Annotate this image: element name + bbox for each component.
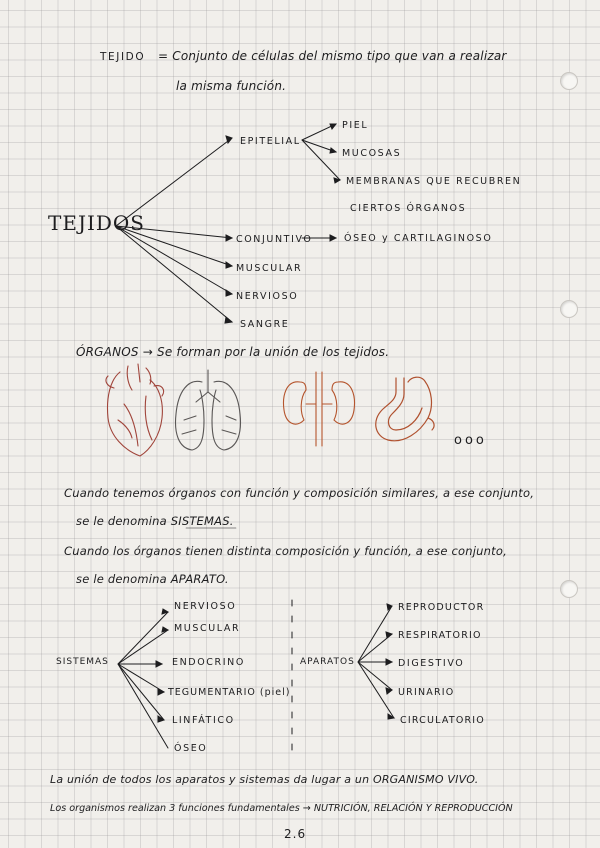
system-item: TEGUMENTARIO (piel) — [168, 687, 291, 698]
arrow-to-tegumentario — [118, 664, 164, 692]
arrow-to-muscular-sys — [118, 630, 168, 664]
definition-line-1: = Conjunto de células del mismo tipo que van a realizar — [158, 49, 507, 63]
tissue-piel: PIEL — [342, 120, 369, 131]
system-item: ENDOCRINO — [172, 657, 245, 668]
arrow-head — [226, 262, 232, 268]
arrow-to-membranas — [302, 140, 340, 180]
arrow-head — [156, 661, 162, 667]
apparatus-item: URINARIO — [398, 687, 455, 698]
arrow-to-oseo-sys — [118, 664, 168, 748]
page-number: 2.6 — [284, 827, 307, 841]
arrow-to-linfatico — [118, 664, 164, 720]
definition-term: TEJIDO — [100, 51, 146, 63]
tissue-mucosas: MUCOSAS — [342, 148, 402, 159]
apparatus-item: CIRCULATORIO — [400, 715, 485, 726]
apparatus-item: RESPIRATORIO — [398, 630, 482, 641]
footer-line-1: La unión de todos los aparatos y sistemas da lugar a un ORGANISMO VIVO. — [50, 773, 479, 786]
arrow-to-sangre — [116, 226, 232, 322]
arrow-head — [330, 124, 336, 129]
tissue-epitelial: EPITELIAL — [240, 136, 301, 147]
tissue-sangre: SANGRE — [240, 319, 290, 330]
apparatus-definition-line-2: se le denomina APARATO. — [76, 572, 229, 586]
arrow-head — [225, 317, 232, 323]
apparatus-root: APARATOS — [300, 657, 355, 667]
stomach-icon — [376, 377, 434, 441]
arrow-to-urinario — [358, 662, 392, 690]
tissue-membranas-line-1: MEMBRANAS QUE RECUBREN — [346, 176, 522, 187]
system-item: NERVIOSO — [174, 601, 237, 612]
arrow-head — [226, 235, 232, 241]
organs-ellipsis: ooo — [454, 433, 487, 448]
system-item: MUSCULAR — [174, 623, 241, 634]
arrow-head — [386, 659, 392, 665]
definition-line-2: la misma función. — [176, 79, 287, 93]
systems-root: SISTEMAS — [56, 657, 109, 667]
tissue-muscular: MUSCULAR — [236, 263, 303, 274]
tissues-root: TEJIDOS — [48, 211, 145, 235]
systems-definition-line-2: se le denomina SISTEMAS. — [76, 514, 234, 528]
arrow-to-nervioso-sys — [118, 612, 168, 664]
tissue-conjuntivo: CONJUNTIVO — [236, 234, 313, 245]
apparatus-item: DIGESTIVO — [398, 658, 465, 669]
arrow-head — [330, 148, 336, 153]
arrow-head — [387, 604, 392, 610]
system-item: LINFÁTICO — [172, 715, 235, 726]
systems-definition-line-1: Cuando tenemos órganos con función y composición similares, a ese conjunto, — [64, 486, 535, 500]
system-item: ÓSEO — [174, 743, 208, 754]
tissue-oseo: ÓSEO y CARTILAGINOSO — [344, 233, 493, 244]
apparatus-item: REPRODUCTOR — [398, 602, 485, 613]
tissue-membranas-line-2: CIERTOS ÓRGANOS — [350, 203, 467, 214]
arrow-head — [226, 290, 232, 296]
footer-line-2: Los organismos realizan 3 funciones fundamentales → NUTRICIÓN, RELACIÓN Y REPRODUCCIÓN — [50, 803, 513, 814]
lungs-icon — [176, 370, 241, 450]
organs-heading: ÓRGANOS → Se forman por la unión de los tejidos. — [76, 345, 390, 359]
heart-icon — [106, 364, 164, 456]
apparatus-definition-line-1: Cuando los órganos tienen distinta composición y función, a ese conjunto, — [64, 544, 507, 558]
arrow-head — [330, 235, 336, 241]
tissue-nervioso: NERVIOSO — [236, 291, 299, 302]
arrow-head — [162, 627, 168, 632]
kidneys-icon — [284, 372, 355, 446]
arrow-to-epitelial — [116, 138, 232, 226]
